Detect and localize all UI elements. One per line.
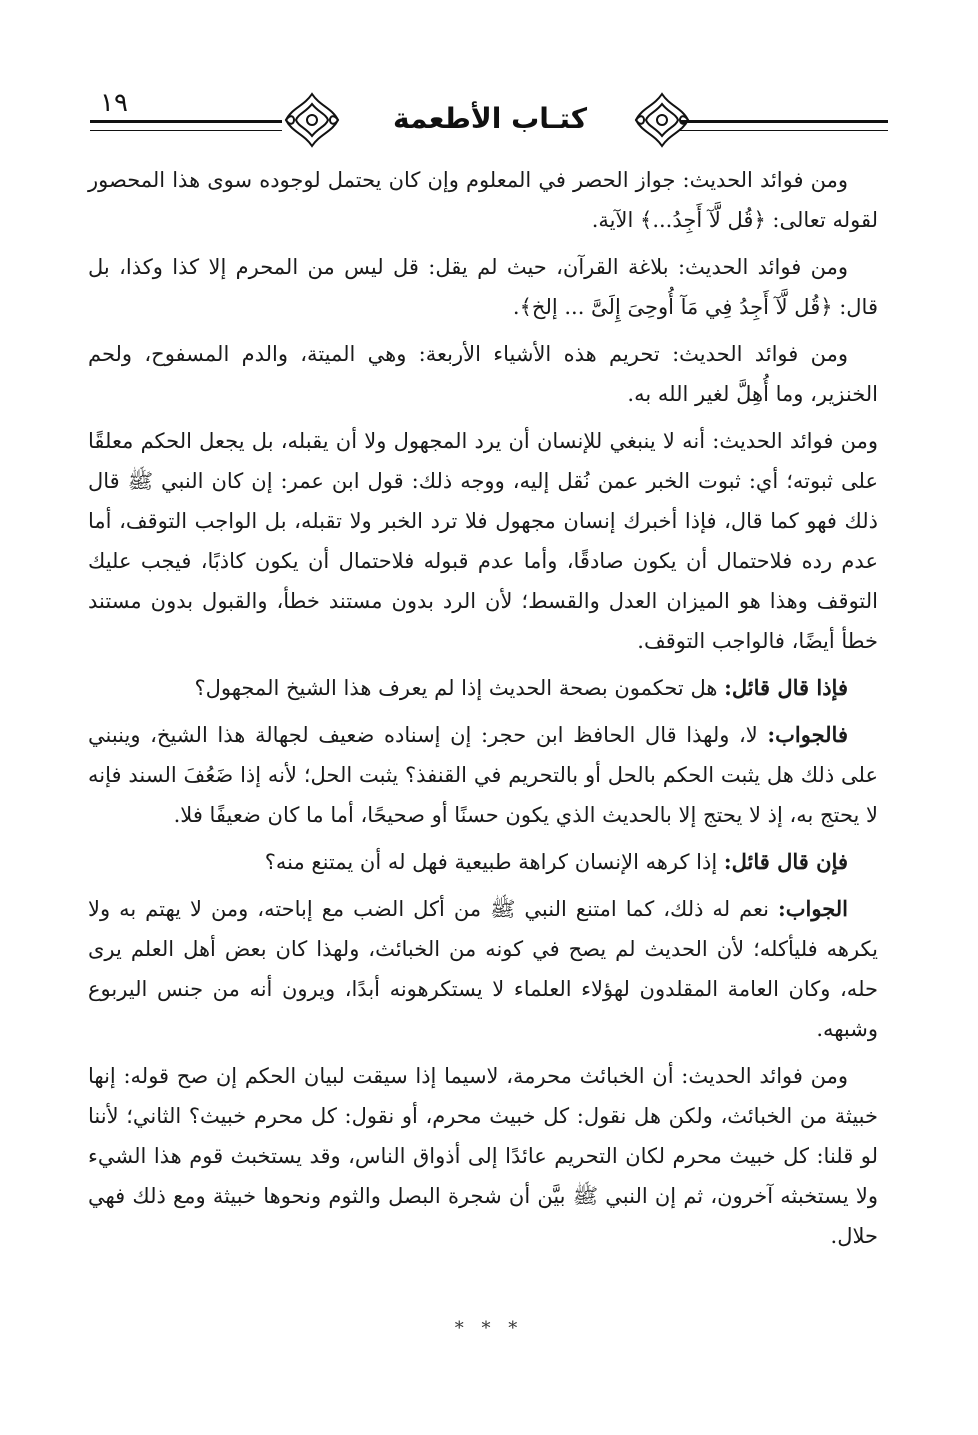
book-title: كتـاب الأطعمة bbox=[392, 102, 588, 135]
page-header bbox=[90, 80, 888, 160]
question-2-text: إذا كرهه الإنسان كراهة طبيعية فهل له أن يمتنع منه؟ bbox=[264, 850, 724, 874]
paragraph-balagha: ومن فوائد الحديث: بلاغة القرآن، حيث لم يقل: قل ليس من المحرم إلا كذا وكذا، بل قال: ﴿قُل لَّآ أَجِدُ فِي مَآ أُوحِىَ إِلَىَّ ... إلخ﴾. bbox=[88, 255, 878, 319]
answer-1-lead: فالجواب: bbox=[767, 722, 848, 747]
paragraph-majhul: ومن فوائد الحديث: أنه لا ينبغي للإنسان أن يرد المجهول ولا أن يقبله، بل يجعل الحكم معلقًا على ثبوته؛ أي: ثبوت الخبر عمن نُقل إليه، ووجه ذلك: قول ابن عمر: إن كان النبي ﷺ قال ذلك فهو كما قال، فإذا أخبرك إنسان مجهول فلا ترد الخبر ولا تقبله، بل الواجب التوقف، أما عدم رده فلاحتمال أن يكون صادقًا، وأما عدم قبوله فلاحتمال أن يكون كاذبًا، فيجب عليك التوقف وهذا هو الميزان العدل والقسط؛ لأن الرد بدون مستند خطأ، والقبول بدون مستند خطأ أيضًا، فالواجب التوقف. bbox=[88, 429, 878, 653]
question-2-lead: فإن قال قائل: bbox=[723, 849, 848, 874]
page-body bbox=[88, 160, 878, 1263]
question-1-lead: فإذا قال قائل: bbox=[724, 675, 848, 700]
answer-1-text: لا، ولهذا قال الحافظ ابن حجر: إن إسناده ضعيف لجهالة هذا الشيخ، وينبني على ذلك هل يثبت الحكم بالحل أو بالتحريم في القنفذ؟ يثبت الحل؛ لأنه إذا ضَعُفَ السند فإنه لا يحتج به، إذ لا يحتج إلا بالحديث الذي يكون حسنًا أو صحيحًا، أما ما كان ضعيفًا فلا. bbox=[88, 723, 878, 827]
section-separator: * * * bbox=[454, 1318, 524, 1339]
paragraph-khabaith: ومن فوائد الحديث: أن الخبائث محرمة، لاسيما إذا سيقت لبيان الحكم إن صح قوله: إنها خبيثة من الخبائث، ولكن هل نقول: كل خبيث محرم، أو نقول: كل محرم خبيث؟ الثاني؛ لأننا لو قلنا: كل خبيث محرم لكان التحريم عائدًا إلى أذواق الناس، وقد يستخبث قوم هذا الشيء ولا يستخبثه آخرون، ثم إن النبي ﷺ بيَّن أن شجرة البصل والثوم ونحوها خبيثة ومع ذلك فهي حلال. bbox=[88, 1064, 878, 1248]
question-1 bbox=[88, 668, 878, 708]
header-rule-right bbox=[680, 120, 888, 131]
header-rule-left bbox=[90, 120, 282, 131]
page-number: ١٩ bbox=[100, 88, 128, 118]
answer-1 bbox=[88, 715, 878, 835]
answer-2 bbox=[88, 889, 878, 1049]
paragraph-tahrim: ومن فوائد الحديث: تحريم هذه الأشياء الأربعة: وهي الميتة، والدم المسفوح، ولحم الخنزير، وما أُهِلَّ لغير الله به. bbox=[88, 342, 878, 406]
question-1-text: هل تحكمون بصحة الحديث إذا لم يعرف هذا الشيخ المجهول؟ bbox=[194, 676, 725, 700]
floral-ornament-icon bbox=[280, 88, 344, 152]
question-2 bbox=[88, 842, 878, 882]
answer-2-text: نعم له ذلك، كما امتنع النبي ﷺ من أكل الضب مع إباحته، ومن لا يهتم به ولا يكرهه فليأكله؛ لأن الحديث لم يصح في كونه من الخبائث، ولهذا كان بعض أهل العلم يرى حله، وكان العامة المقلدون لهؤلاء العلماء لا يستكرهونه أبدًا، ويرون أنه من جنس اليربوع وشبهه. bbox=[88, 897, 878, 1041]
paragraph-hasr: ومن فوائد الحديث: جواز الحصر في المعلوم وإن كان يحتمل لوجوده سوى هذا المحصور لقوله تعالى: ﴿قُل لَّآ أَجِدُ...﴾ الآية. bbox=[88, 168, 878, 232]
answer-2-lead: الجواب: bbox=[778, 896, 848, 921]
